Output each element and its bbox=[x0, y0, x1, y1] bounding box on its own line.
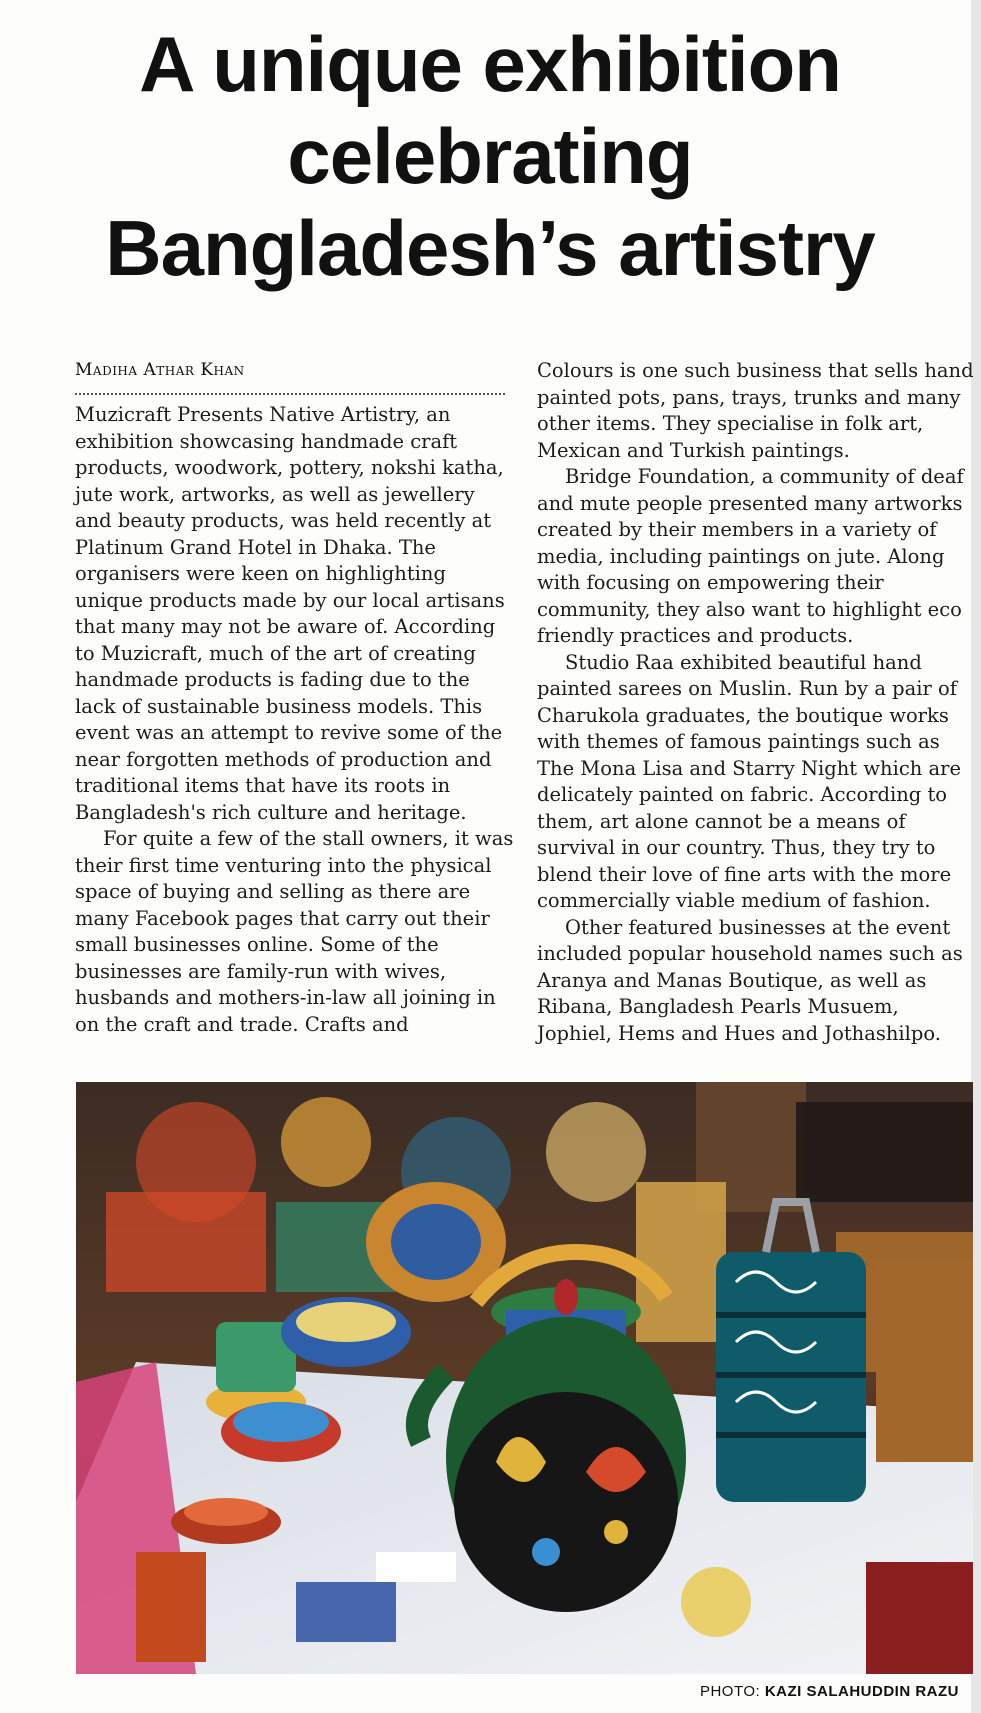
headline-line-2: celebrating bbox=[287, 112, 693, 200]
headline bbox=[40, 18, 940, 294]
article-paragraph: For quite a few of the stall owners, it was their first time venturing into the physical space of buying and selling as there are many Facebook pages that carry out their small businesses online. Some of the businesses are family-run with wives, husbands and mothers-in-law all joining in on the craft and trade. Crafts and bbox=[75, 827, 514, 1036]
headline-line-1: A unique exhibition bbox=[139, 20, 841, 108]
headline-line-3: Bangladesh’s artistry bbox=[105, 204, 875, 292]
article-column-right bbox=[537, 358, 977, 1047]
photo-credit-name: KAZI SALAHUDDIN RAZU bbox=[764, 1683, 959, 1700]
article-paragraph: Studio Raa exhibited beautiful hand painted sarees on Muslin. Run by a pair of Charukola graduates, the boutique works with themes of famous paintings such as The Mona Lisa and Starry Night which are delicately painted on fabric. According to them, art alone cannot be a means of survival in our country. Thus, they try to blend their love of fine arts with the more commercially viable medium of fashion. bbox=[537, 650, 961, 912]
handicraft-display-illustration bbox=[76, 1082, 973, 1674]
article-paragraph: Other featured businesses at the event included popular household names such as Aranya and Manas Boutique, as well as Ribana, Bangladesh Pearls Musuem, Jophiel, Hems and Hues and Jothashilpo. bbox=[537, 915, 963, 1045]
byline-divider bbox=[75, 393, 505, 395]
article-paragraph: Colours is one such business that sells hand painted pots, pans, trays, trunks and many other items. They specialise in folk art, Mexican and Turkish paintings. bbox=[537, 359, 974, 462]
article-column-left bbox=[75, 402, 515, 1038]
photo-credit bbox=[700, 1683, 959, 1700]
article-paragraph: Bridge Foundation, a community of deaf and mute people presented many artworks created by their members in a variety of media, including paintings on jute. Along with focusing on empowering their community, they also want to highlight eco friendly practices and products. bbox=[537, 465, 964, 647]
photo-credit-prefix: PHOTO: bbox=[699, 1683, 761, 1700]
byline: Madiha Athar Khan bbox=[75, 360, 245, 380]
exhibition-photo bbox=[76, 1082, 973, 1674]
article-paragraph: Muzicraft Presents Native Artistry, an exhibition showcasing handmade craft products, woodwork, pottery, nokshi katha, jute work, artworks, as well as jewellery and beauty products, was held recently at Platinum Grand Hotel in Dhaka. The organisers were keen on highlighting unique products made by our local artisans that many may not be aware of. According to Muzicraft, much of the art of creating handmade products is fading due to the lack of sustainable business models. This event was an attempt to revive some of the near forgotten methods of production and traditional items that have its roots in Bangladesh's rich culture and heritage. bbox=[75, 403, 505, 824]
